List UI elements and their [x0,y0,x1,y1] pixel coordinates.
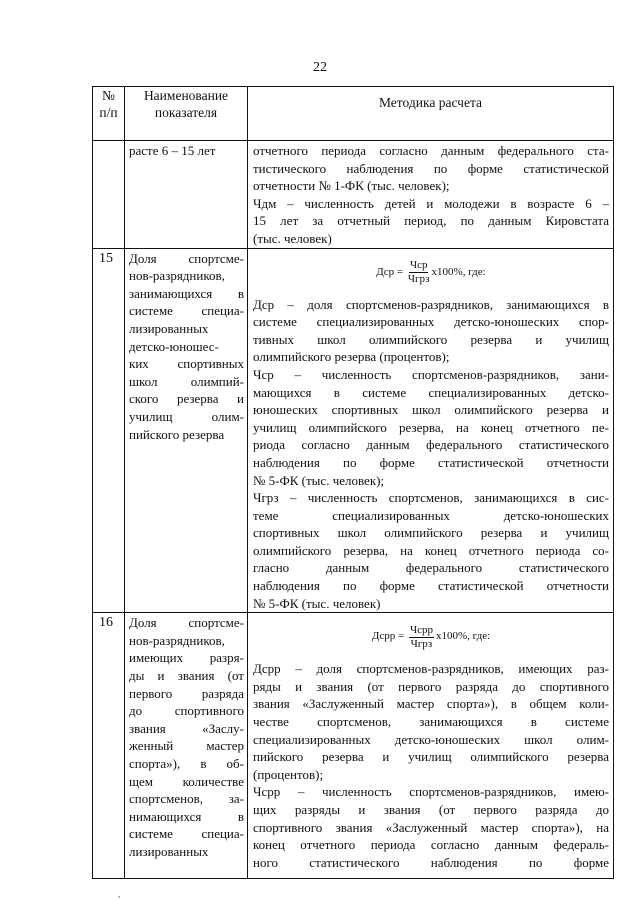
text-line: наблюдения по форме статистической отчетности [253,578,609,594]
text-line: тистического наблюдения по форме статистической [253,160,609,176]
text-line: № 5-ФК (тыс. человек); [253,472,385,488]
text-line: спортсменов, за- [129,791,244,807]
header-number [93,87,125,141]
text-line: Доля спортсме- [129,250,244,266]
text-line: ряды и звания (от первого разряда до спортивного [253,678,609,694]
text-line: пийского резерва [129,426,225,442]
text-line: нов-разрядников, [129,632,225,648]
indicator-name-cell [125,613,248,879]
formula-lhs: Дсрр [371,630,396,643]
text-line: первого разряда [129,685,244,701]
text-line: школ олимпий- [129,373,244,389]
indicator-name-cell [125,248,248,613]
text-line: Чсрр – численность спортсменов-разрядников, имею- [253,784,609,800]
table-row-16 [93,613,614,879]
header-name-line1: Наименование [143,88,229,103]
text-line: ного статистического наблюдения по форме [253,854,609,870]
text-line: отчетности № 1-ФК (тыс. человек); [253,178,450,194]
text-line: лизированных [129,843,209,859]
formula-numerator: Чсрр [409,623,433,636]
text-line: звания «Заслу- [129,720,244,736]
text-line: юношеских спортивных школ олимпийского резерва и [253,402,609,418]
text-line: ких спортивных [129,356,244,372]
formula-fraction [409,624,434,651]
text-line: детско-юношес- [129,338,219,354]
equals-sign: = [395,630,407,643]
method-cell [248,248,614,613]
text-line: спортивного звания «Заслуженный мастер спорта»), на [253,819,609,835]
text-line: до спортивного [129,703,244,719]
table-row-continuation [93,141,614,249]
text-line: честве спортсменов, занимающихся в системе [253,714,609,730]
text-line: училищ олимпийского резерва, на конец отчетного пе- [253,419,609,435]
text-line: Дсрр – доля спортсменов-разрядников, имеющих раз- [253,661,609,677]
text-line: нов-разрядников, [129,268,225,284]
text-line: расте 6 – 15 лет [129,143,216,158]
text-line: (тыс. человек) [253,230,332,246]
method-cell [248,613,614,879]
text-line: гласно данным федерального статистического [253,560,609,576]
indicators-table [92,86,614,879]
text-line: специализированных детско-юношеских школ олим- [253,731,609,747]
header-method: Методика расчета [248,87,614,141]
scan-mark: , [118,889,121,899]
text-line: ды и звания (от [129,668,244,684]
formula-denominator: Чгрз [407,273,430,286]
text-line: спорта»), в об- [129,756,244,771]
text-line: училищ олим- [129,408,244,424]
text-line: тивных школ олимпийского резерва и училищ [253,331,609,347]
text-line: отчетного периода согласно данным федерального ста- [253,143,609,158]
text-line: Чср – численность спортсменов-разрядников, зани- [253,366,609,382]
text-line: 15 лет за отчетный период, по данным Кировстата [253,213,609,229]
text-line: риода согласно данным федерального статистического [253,437,609,453]
page-number: 22 [313,60,327,75]
text-line: лизированных [129,320,209,336]
text-line: щем количестве [129,773,244,789]
equals-sign: = [394,265,406,278]
text-line: Дср – доля спортсменов-разрядников, занимающихся в [253,296,609,312]
formula-fraction [408,259,430,286]
row-number: 16 [93,613,125,879]
header-indicator-name [125,87,248,141]
formula-denominator: Чгрз [410,637,433,650]
text-line: звания «Заслуженный мастер спорта»), в общем коли- [253,696,609,712]
indicator-name-cell [125,141,248,249]
header-name-line2: показателя [154,105,218,120]
text-line: (процентов); [253,766,324,782]
text-line: Доля спортсме- [129,615,244,631]
row-number-empty [93,141,125,249]
text-line: олимпийского резерва, на конец отчетного периода со- [253,542,609,558]
text-line: конец отчетного периода согласно данным федераль- [253,837,609,853]
text-line: пийского резерва и училищ олимпийского резерва [253,749,609,765]
row-number: 15 [93,248,125,613]
header-number-line2: п/п [99,105,118,120]
text-line: ского резерва и [129,391,244,407]
text-line: наблюдения по форме статистической отчетности [253,454,609,470]
table-row-15 [93,248,614,613]
text-line: занимающихся в [129,285,244,301]
text-line: щих разряды и звания (от первого разряда до [253,802,609,817]
table-header-row [93,87,614,141]
method-cell [248,141,614,249]
text-line: имеющих разря- [129,650,244,666]
formula [253,614,609,660]
text-line: мающихся в системе специализированных детско- [253,384,609,400]
text-line: системе специализированных детско-юношеских спор- [253,314,609,330]
text-line: Чдм – численность детей и молодежи в возрасте 6 – [253,195,609,211]
text-line: системе специа- [129,826,244,842]
text-line: № 5-ФК (тыс. человек) [253,595,381,611]
formula-tail: х100%, где: [431,265,486,278]
text-line: нимающихся в [129,808,244,824]
formula-tail: х100%, где: [435,630,491,643]
formula-numerator: Чср [409,259,428,272]
text-line: системе специа- [129,303,244,319]
text-line: спортивных школ олимпийского резерва и училищ [253,525,609,541]
formula-lhs: Дср [376,265,395,278]
formula [253,250,609,296]
text-line: теме специализированных детско-юношеских [253,507,609,523]
text-line: Чгрз – численность спортсменов, занимающихся в сис- [253,490,609,506]
text-line: олимпийского резерва (процентов); [253,349,450,365]
text-line: женный мастер [129,738,244,754]
header-number-line1: № [102,88,115,103]
